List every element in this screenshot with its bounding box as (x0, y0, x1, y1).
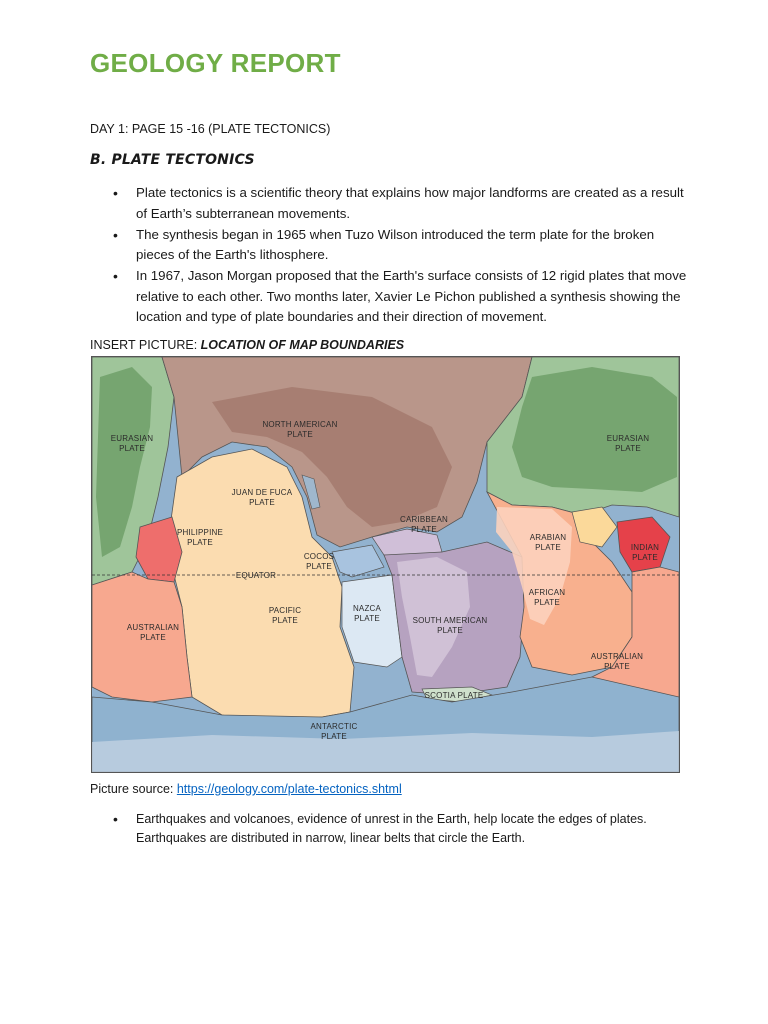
label-scotia: SCOTIA PLATE (424, 691, 484, 700)
picture-source-line (90, 782, 402, 796)
europe-land (512, 367, 677, 492)
earthquake-bullets (90, 810, 690, 848)
bullet-item: • Plate tectonics is a scientific theory that explains how major landforms are created as a result of Earth’s subterranean movements. (90, 183, 690, 224)
picture-source-prefix: Picture source: (90, 782, 177, 796)
label-australian-east: AUSTRALIAN PLATE (590, 652, 644, 671)
label-juan-de-fuca: JUAN DE FUCA PLATE (231, 488, 293, 507)
label-eurasian-west: EURASIAN PLATE (110, 434, 154, 453)
antarctica-land (92, 731, 679, 772)
label-pacific: PACIFIC PLATE (268, 606, 302, 625)
insert-picture-prefix: INSERT PICTURE: (90, 338, 201, 352)
insert-picture-caption: LOCATION OF MAP BOUNDARIES (200, 338, 405, 352)
label-equator: EQUATOR (235, 571, 277, 580)
section-heading: B. PLATE TECTONICS (90, 152, 255, 168)
label-philippine: PHILIPPINE PLATE (176, 528, 224, 547)
label-australian-west: AUSTRALIAN PLATE (126, 623, 180, 642)
label-north-american: NORTH AMERICAN PLATE (262, 420, 338, 439)
bullet-item: • Earthquakes and volcanoes, evidence of unrest in the Earth, help locate the edges of plates. Earthquakes are distributed in narrow, linear belts that circle the Earth. (90, 810, 690, 848)
day-page-line: DAY 1: PAGE 15 -16 (PLATE TECTONICS) (90, 122, 331, 136)
plate-tectonics-map (91, 356, 680, 773)
report-title: GEOLOGY REPORT (90, 48, 341, 78)
bullet-item: • The synthesis began in 1965 when Tuzo Wilson introduced the term plate for the broken pieces of the Earth's lithosphere. (90, 225, 690, 266)
label-south-american: SOUTH AMERICAN PLATE (412, 616, 488, 635)
label-caribbean: CARIBBEAN PLATE (399, 515, 449, 534)
label-nazca: NAZCA PLATE (352, 604, 382, 623)
label-african: AFRICAN PLATE (528, 588, 566, 607)
plate-map-svg (92, 357, 679, 772)
label-cocos: COCOS PLATE (303, 552, 335, 571)
picture-source-link[interactable]: https://geology.com/plate-tectonics.shtml (176, 782, 402, 796)
label-arabian: ARABIAN PLATE (529, 533, 567, 552)
insert-picture-line (90, 338, 404, 352)
plate-tectonics-bullets (90, 183, 690, 328)
label-antarctic: ANTARCTIC PLATE (310, 722, 358, 741)
label-eurasian-east: EURASIAN PLATE (606, 434, 650, 453)
bullet-item: • In 1967, Jason Morgan proposed that the Earth's surface consists of 12 rigid plates that move relative to each other. Two months later, Xavier Le Pichon published a synthesis showing the location and type of plate boundaries and their direction of movement. (90, 266, 690, 328)
label-indian: INDIAN PLATE (630, 543, 660, 562)
